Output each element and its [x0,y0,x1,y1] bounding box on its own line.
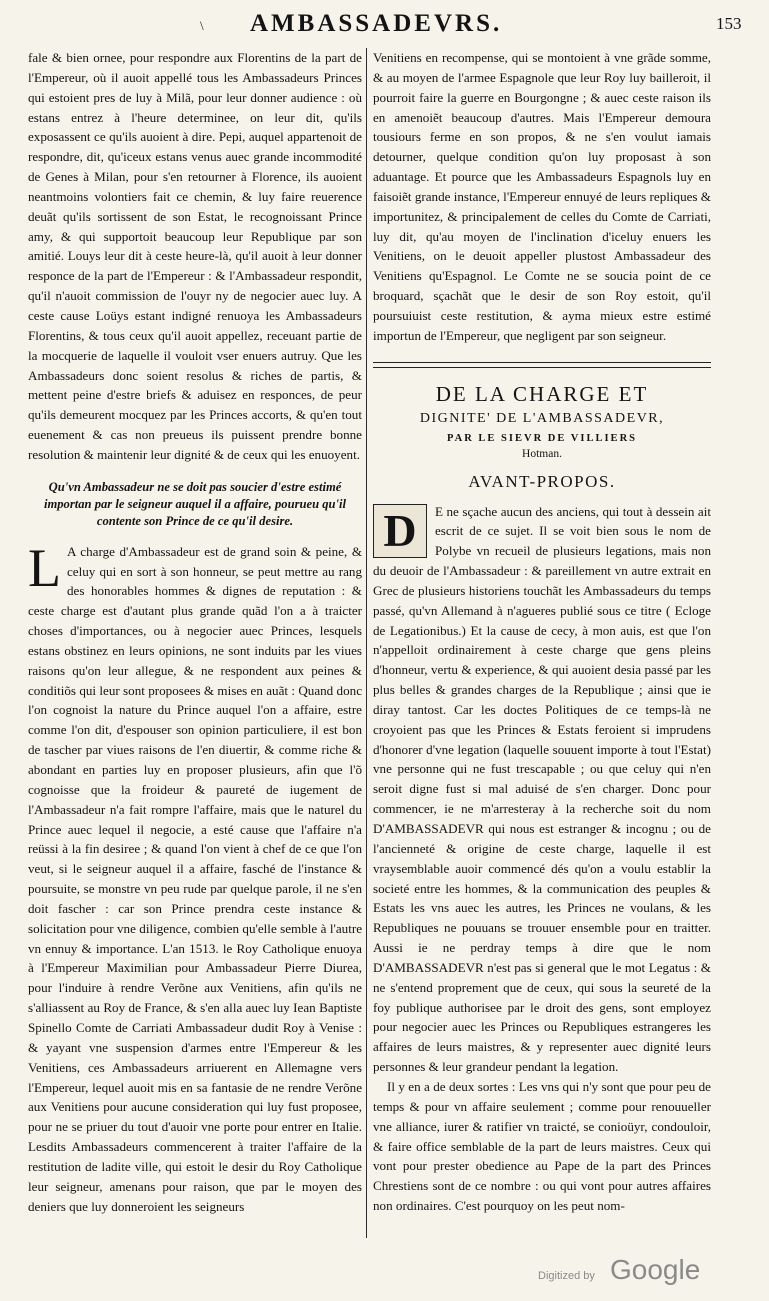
right-paragraph-3: Il y en a de deux sortes : Les vns qui n'y sont que pour peu de temps & pour vn affaire seulement ; comme pour renouueller vne alliance, iurer & ratifier vn traicté, se conioüyr, condouloir, & faire office semblable de la part de leurs maistres. Ceux qui vont pour prester obedience au Pape de la part des Princes Chrestiens sont de ce nombre : ou qui vont pour autres affaires non ordinaires. C'est pourquoy on les peut nom- [373,1078,711,1214]
chapter-subtitle: DIGNITE' DE L'AMBASSADEVR, [419,410,665,426]
watermark-prefix: Digitized by [538,1270,595,1282]
right-column [373,48,711,1216]
google-logo: Google [610,1254,701,1285]
chapter-rule-top [373,362,711,363]
running-head [0,8,769,40]
ornamental-drop-cap-d [373,504,427,558]
drop-cap-d-letter: D [383,504,417,556]
chapter-title: DE LA CHARGE ET [435,381,649,406]
chapter-rule-bottom [373,367,711,368]
running-head-title: AMBASSADEVRS. [250,10,503,37]
left-paragraph-1: fale & bien ornee, pour respondre aux Florentins de la part de l'Empereur, où il auoit appellé tous les Ambassadeurs Princes qui estoient pres de luy à Milã, pour leur donner audience : où estans entrez à l'heure determinee, on leur dit, qu'ils exposassent ce qu'ils auoient à dire. Pepi, auquel appartenoit de respondre, dit, qu'iceux estans venus auec grande incommodité de Genes à Milan, pour s'en retourner à Florence, ils auoient neantmoins volontiers fait ce chemin, & luy faire reuerence deuãt qu'ils sortissent de son Estat, le recognoissant Prince amy, & qui supportoit beaucoup leur Republique par son amitié. Louys leur dit à ceste heure-là, qu'il auoit à leur donner responce de la part de l'Empereur : & l'Ambassadeur respondit, qu'il n'auoit commission de l'ouyr ny de negocier auec luy. A ceste cause Loüys estant indigné renuoya les Ambassadeurs Florentins, & tous ceux qu'il auoit appellez, receuant partie de la mocquerie de laquelle il vouloit vser enuers autruy. Que les Ambassadeurs donc soient resolus & riches de partis, & mettent peine d'estre briefs & aduisez en responces, de peur qu'ils demeurent mocquez par les Princes accorts, & qu'en tout euenement & cas non preueus ils puissent prendre bonne resolution & maintenir leur dignité & de ceux qui les enuoyent. [28,50,362,462]
chapter-author-name: Hotman. [522,447,562,460]
right-paragraph-1: Venitiens en recompense, qui se montoient à vne grãde somme, & au moyen de l'armee Espagnole que leur Roy luy bailleroit, il pourroit faire la guerre en Bourgongne ; & auec ceste raison ils en amenoiẽt beaucoup d'autres. Mais l'Empereur demoura tousiours ferme en son propos, & ne s'en voulut iamais detourner, quelque condition qu'on luy proposast à son aduantage. Et pource que les Ambassadeurs Espagnols luy en faisoiẽt grande instance, l'Empereur ennuyé de leurs repliques & importunitez, & principalement de celles du Comte de Carriati, luy dit, qu'au moyen de l'inclination d'iceluy enuers les Venitiens, on le deuoit appeller plustost Ambassadeur des Venitiens qu'Espagnol. Le Comte ne se soucia point de ce broquard, sçachãt que le desir de son Roy estoit, qu'il poursuiuist ceste restitution, & ayma mieux estre estimé importun de l'Empereur, que negligent par son seigneur. [373,50,711,343]
drop-cap-l: L [28,537,61,598]
right-paragraph-2 [373,502,711,1077]
section-title-avant-propos: AVANT-PROPOS. [468,471,616,491]
left-column [28,48,362,1216]
page-number: 153 [716,14,742,33]
left-paragraph-2-text: A charge d'Ambassadeur est de grand soin & peine, & celuy qui en sort à son honneur, se peut mettre au rang des honorables hommes & dignes de reputation : & ceste charge est d'autant plus grande quãd l'on a à traicter choses d'importances, ou à negocier auec Princes, lesquels estans obstinez en leurs opinions, ne sont induits par les viues raisons qu'on leur allegue, & ne respondent aux peines & conditiõs qui leur sont proposees & mises en auãt : Quand donc l'on cognoist la nature du Prince auquel l'on a affaire, estre comme l'on dit, d'espouser son opinion particuliere, il est bon de tascher par viues raisons de l'en diuertir, & comme riche & abondant en parties luy en proposer plusieurs, afin que l'õ cognoisse que la froideur & paureté de iugement de l'Ambassadeur n'a fait rompre l'affaire, mais que le naturel du Prince auec lequel il negocie, a esté cause que l'affaire n'a reüssi à la fin desiree ; & quand l'on vient à chef de ce que l'on veut, si le seigneur auquel il a affaire, fasché de l'instance & poursuite, se monstre vn peu rude par quelque parole, il ne s'en doit fascher : car son Prince prendra ceste instance & solicitation pour vne diligence, combien qu'elle semble à l'autre vn ennuy & importance. L'an 1513. le Roy Catholique enuoya à l'Empereur Maximilian pour Ambassadeur Pierre Diurea, pour l'induire à rendre Verõne aux Venitiens, afin qu'ils ne s'alliassent au Roy de France, & s'en alla auec luy Iean Baptiste Spinello Comte de Carriati Ambassadeur dudit Roy à Venise : & yayant vne suspension d'armes entre l'Empereur & les Venitiens, ces Ambassadeurs arriuerent en Allemagne vers l'Empereur, lequel auoit mis en sa fantasie de ne rendre Verõne aux Venitiens pour aucune consideration qui luy fust proposee, pour ne se priuer du tout d'auoir vne porte pour entrer en Italie. Lesdits Ambassadeurs commencerent à traiter l'affaire de la restitution de ladite ville, qui estoit le desir du Roy Catholique leur seigneur, amenans pour raison, que par le moyen des deniers que luy donneroient les seigneurs [28,543,362,1214]
running-head-mark: \ [200,18,204,33]
chapter-author-line: PAR LE SIEVR DE VILLIERS [447,432,637,444]
column-divider [366,48,367,1238]
section-heading-italic: Qu'vn Ambassadeur ne se doit pas soucier d'estre estimé importan par le seigneur auquel il a affaire, pourueu qu'il contente son Prince de ce qu'il desire. [43,479,347,528]
right-paragraph-2-text: E ne sçache aucun des anciens, qui tout à dessein ait escrit de ce sujet. Il se voit bien sous le nom de Polybe vn recueil de plusieurs legations, mais non du deuoir de l'Ambassadeur : & pareillement vn autre extrait en Grec de plusieurs historiens touchãt les Ambassadeurs du temps passé, qu'vn Allemand à n'agueres publié sous ce titre ( Ecloge de Legationibus.) Et la cause de cecy, à mon auis, est que l'on n'appelloit ordinairement à ceste charge que gens pleins d'honneur, vertu & experience, & qui auoient desia passé par les plus belles & grandes charges de la Republique ; ainsi que ie diray tantost. Car les doctes Politiques de ce temps-là ne croyoient pas que les Princes & Estats feroient si imprudens d'honorer d'vne legation (laquelle souuent importe à tout l'Estat) vne personne qui ne fust trescapable ; ou que celuy qui n'en seroit digne fust si mal aduisé de s'en charger. Donc pour commencer, ie ne m'arresteray à la recherche soit du nom D'AMBASSADEVR qui nous est estranger & incognu ; ou de l'ancienneté & origine de ceste charge, laquelle il est vraysemblable auoir commencé dés qu'on a voulu establir la societé entre les hommes, & la communication des peuples & Estats les vns auec les autres, les Princes ne voulans, & les Republiques ne pouuans se trouuer ensemble pour en traitter. Aussi ie ne perdray temps à dire que le nom D'AMBASSADEVR n'est pas si general que le mot Legatus : & ne s'entend proprement que de ceux, qui sous la seureté de la foy publique authorisee par le droit des gens, sont employez pour negocier auec les Princes ou Republiques estrangeres les affaires de leurs maistres, & y representer auec dignité leurs personnes & leur grandeur pendant la legation. [373,503,711,1075]
left-paragraph-2 [28,537,362,1217]
